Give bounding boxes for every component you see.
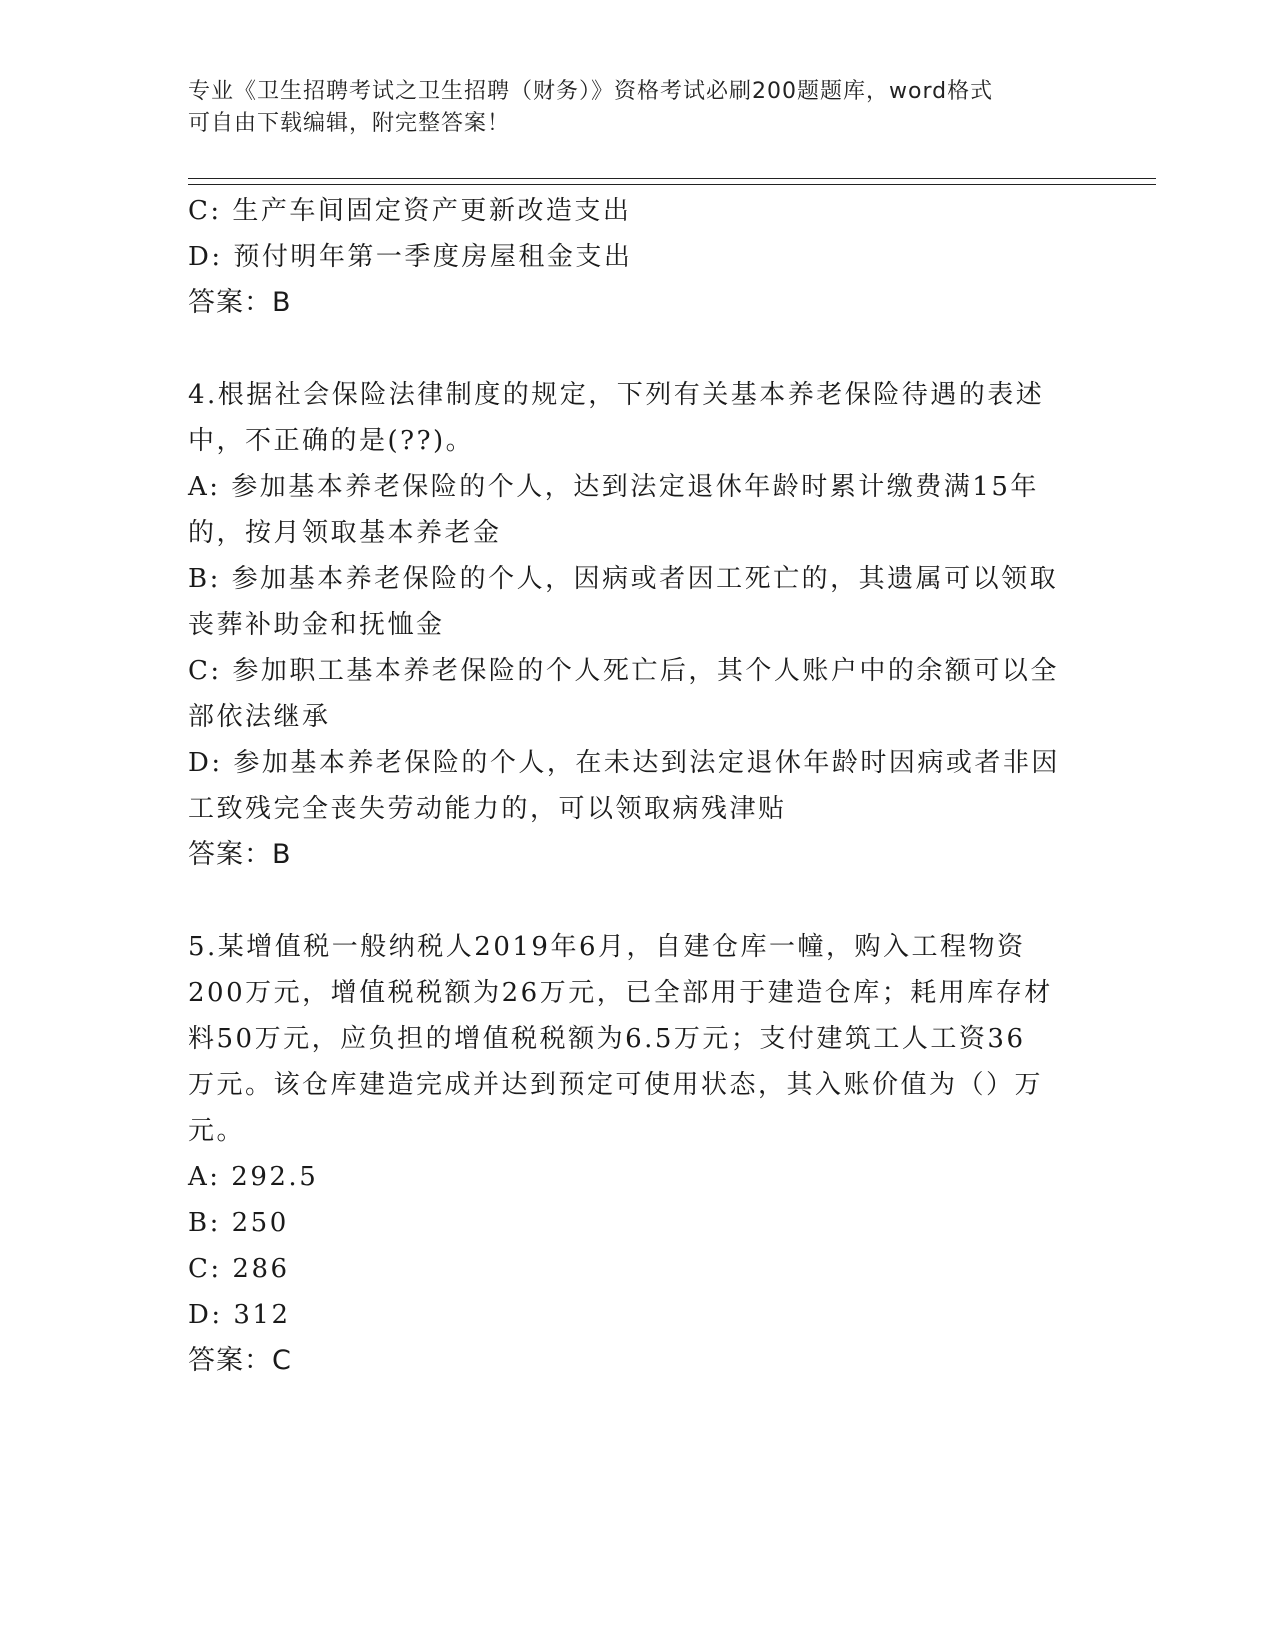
q4-stem-line-2: 中，不正确的是(??)。 xyxy=(188,426,475,456)
header-divider-bottom xyxy=(188,184,1156,185)
q4-option-a-line-2: 的，按月领取基本养老金 xyxy=(188,518,502,548)
question-3-tail xyxy=(188,188,1088,326)
q4-option-b-line-1: B: 参加基本养老保险的个人，因病或者因工死亡的，其遗属可以领取 xyxy=(188,564,1059,594)
spacer xyxy=(188,326,1088,372)
question-content xyxy=(188,188,1088,1384)
header-title-line-2: 可自由下载编辑，附完整答案！ xyxy=(188,111,511,136)
q4-option-d-line-1: D: 参加基本养老保险的个人，在未达到法定退休年龄时因病或者非因 xyxy=(188,748,1060,778)
q5-stem-line-1: 5.某增值税一般纳税人2019年6月，自建仓库一幢，购入工程物资 xyxy=(188,932,1026,962)
q3-answer: 答案：B xyxy=(188,287,292,318)
q5-answer: 答案：C xyxy=(188,1345,292,1376)
q5-option-b: B: 250 xyxy=(188,1208,289,1238)
question-4 xyxy=(188,372,1088,878)
q3-option-c: C: 生产车间固定资产更新改造支出 xyxy=(188,196,632,226)
header-title-line-1: 专业《卫生招聘考试之卫生招聘（财务）》资格考试必刷200题题库，word格式 xyxy=(188,79,994,104)
q5-option-d: D: 312 xyxy=(188,1300,291,1330)
q4-option-d-line-2: 工致残完全丧失劳动能力的，可以领取病残津贴 xyxy=(188,794,787,824)
q5-stem-line-3: 料50万元，应负担的增值税税额为6.5万元；支付建筑工人工资36 xyxy=(188,1024,1026,1054)
document-header xyxy=(188,76,1068,140)
q5-option-a: A: 292.5 xyxy=(188,1162,319,1192)
q3-option-d: D: 预付明年第一季度房屋租金支出 xyxy=(188,242,633,272)
question-5 xyxy=(188,924,1088,1384)
q5-stem-line-4: 万元。该仓库建造完成并达到预定可使用状态，其入账价值为（）万 xyxy=(188,1070,1044,1100)
q4-option-c-line-2: 部依法继承 xyxy=(188,702,331,732)
q4-option-a-line-1: A: 参加基本养老保险的个人，达到法定退休年龄时累计缴费满15年 xyxy=(188,472,1039,502)
header-divider-top xyxy=(188,178,1156,179)
q4-option-c-line-1: C: 参加职工基本养老保险的个人死亡后，其个人账户中的余额可以全 xyxy=(188,656,1059,686)
q5-stem-line-2: 200万元，增值税税额为26万元，已全部用于建造仓库；耗用库存材 xyxy=(188,978,1053,1008)
q4-answer: 答案：B xyxy=(188,839,292,870)
spacer xyxy=(188,878,1088,924)
q4-option-b-line-2: 丧葬补助金和抚恤金 xyxy=(188,610,445,640)
q5-option-c: C: 286 xyxy=(188,1254,290,1284)
q5-stem-line-5: 元。 xyxy=(188,1116,246,1146)
q4-stem-line-1: 4.根据社会保险法律制度的规定，下列有关基本养老保险待遇的表述 xyxy=(188,380,1045,410)
